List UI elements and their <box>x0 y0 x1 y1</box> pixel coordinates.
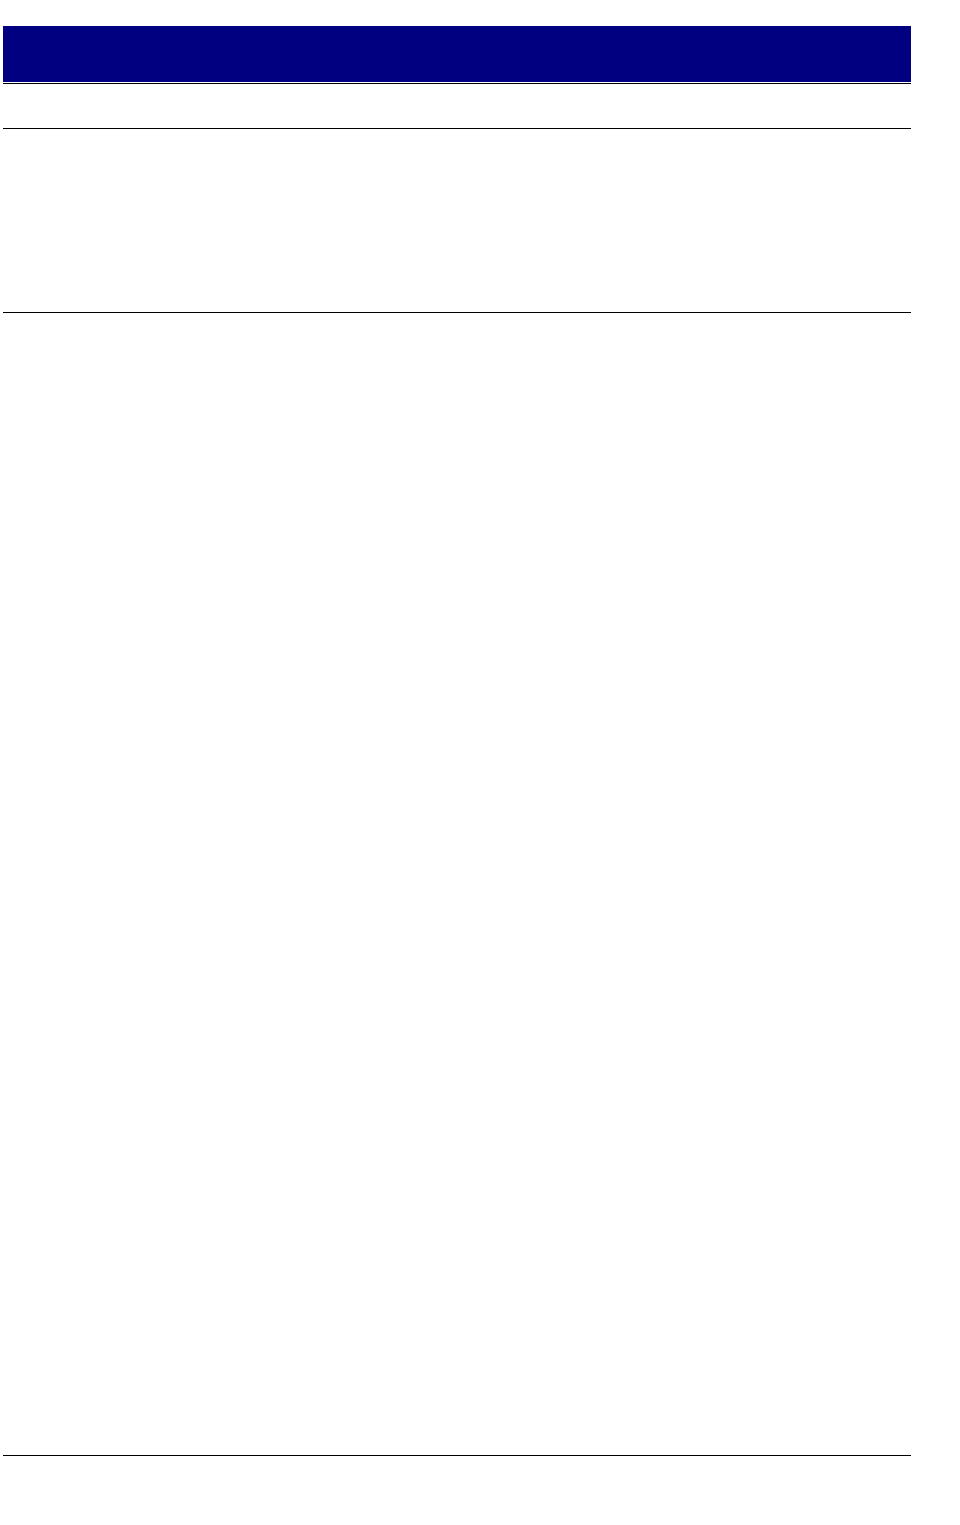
top-table <box>3 83 911 129</box>
main-table <box>3 312 911 1456</box>
table-header <box>3 26 911 82</box>
header-note <box>883 28 907 80</box>
